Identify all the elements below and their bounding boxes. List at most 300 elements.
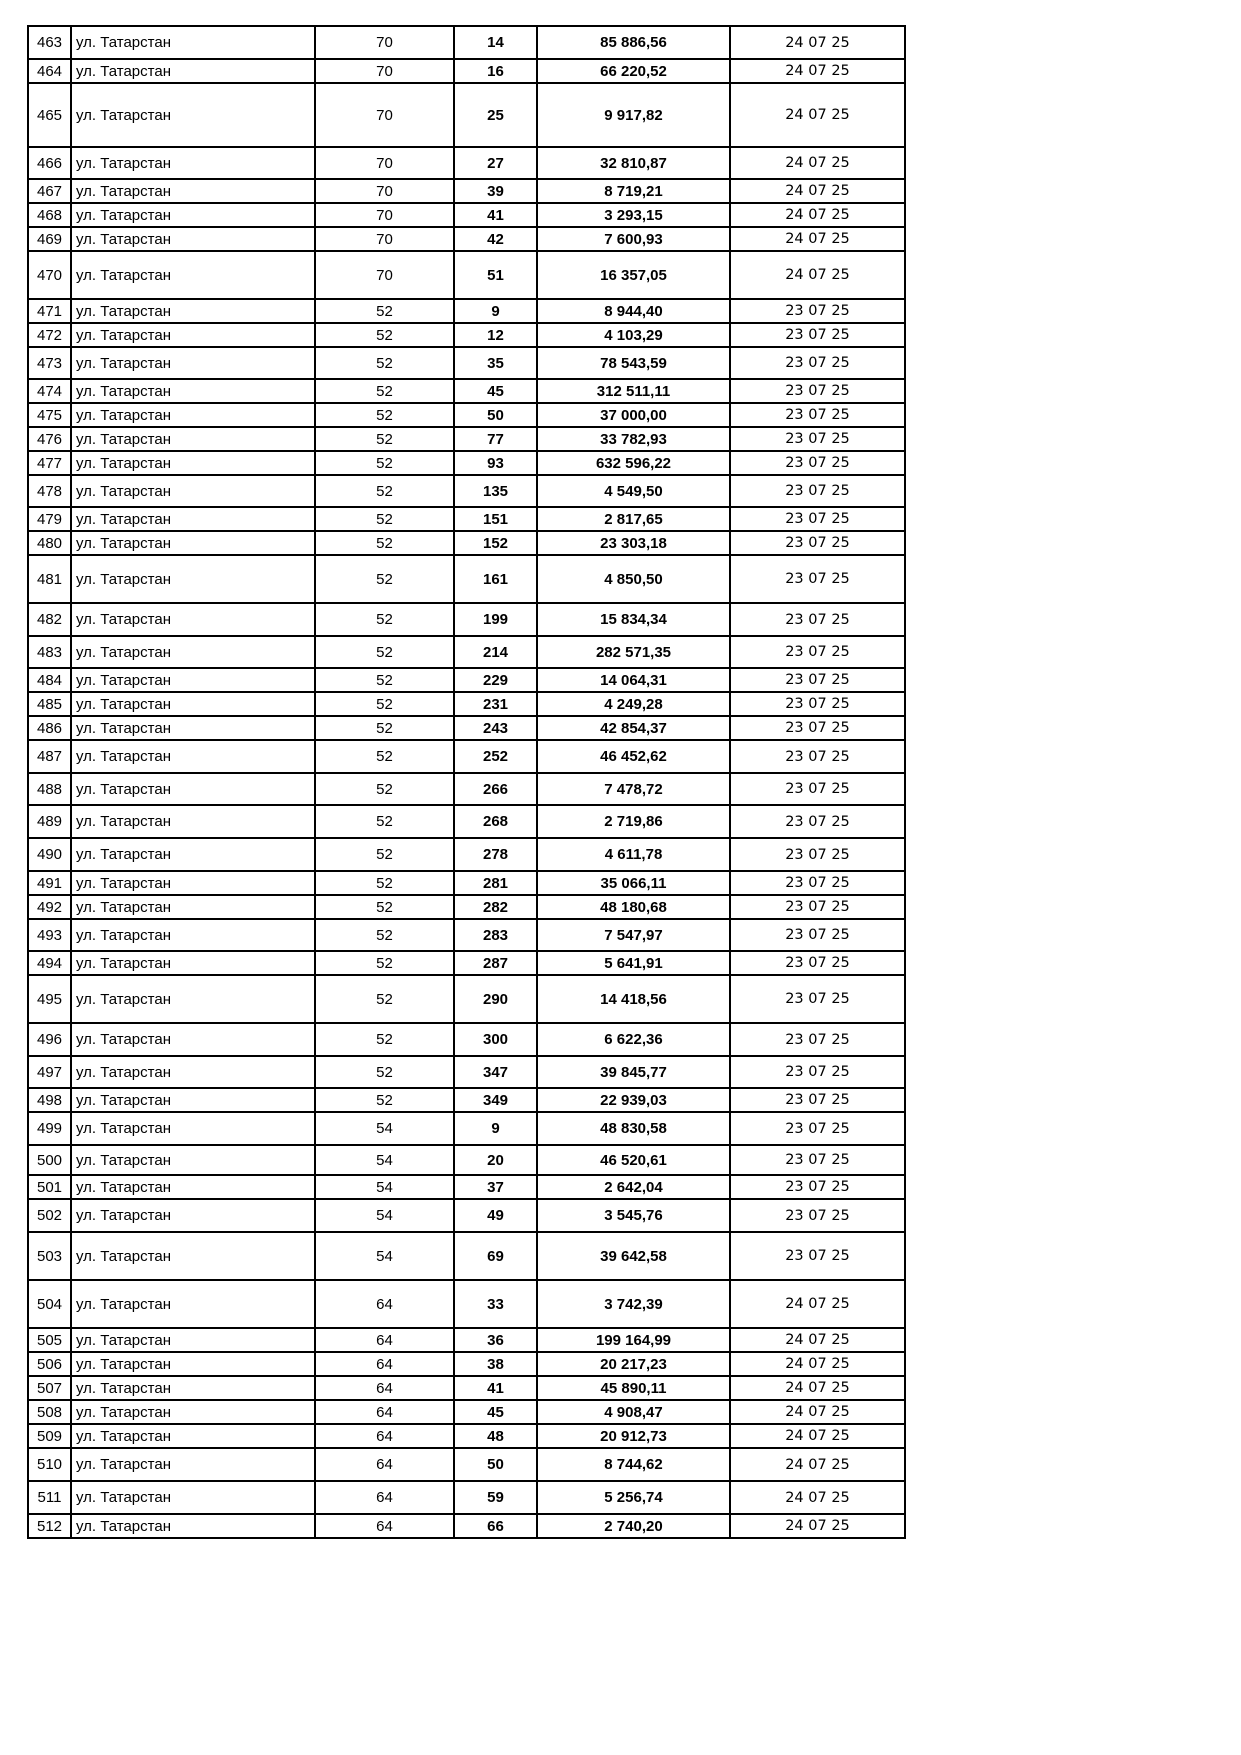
apartment-number-cell: 283 <box>454 919 537 951</box>
row-number: 500 <box>28 1145 71 1175</box>
street-cell: ул. Татарстан <box>71 1328 315 1352</box>
date-cell: 24 07 25 <box>730 1328 905 1352</box>
apartment-number-cell: 45 <box>454 379 537 403</box>
row-number: 488 <box>28 773 71 805</box>
table-row <box>28 179 905 203</box>
date-cell: 24 07 25 <box>730 1352 905 1376</box>
debt-amount-cell: 2 740,20 <box>537 1514 730 1538</box>
house-number-cell: 52 <box>315 475 454 507</box>
row-number: 474 <box>28 379 71 403</box>
table-row <box>28 1175 905 1199</box>
apartment-number-cell: 37 <box>454 1175 537 1199</box>
row-number: 484 <box>28 668 71 692</box>
date-cell: 24 07 25 <box>730 251 905 299</box>
table-row <box>28 692 905 716</box>
apartment-number-cell: 20 <box>454 1145 537 1175</box>
apartment-number-cell: 45 <box>454 1400 537 1424</box>
street-cell: ул. Татарстан <box>71 1175 315 1199</box>
table-row <box>28 403 905 427</box>
debt-amount-cell: 16 357,05 <box>537 251 730 299</box>
debt-amount-cell: 23 303,18 <box>537 531 730 555</box>
row-number: 496 <box>28 1023 71 1056</box>
debt-amount-cell: 199 164,99 <box>537 1328 730 1352</box>
table-row <box>28 83 905 147</box>
apartment-number-cell: 77 <box>454 427 537 451</box>
debt-amount-cell: 4 549,50 <box>537 475 730 507</box>
house-number-cell: 52 <box>315 347 454 379</box>
table-row <box>28 919 905 951</box>
apartment-number-cell: 268 <box>454 805 537 838</box>
debt-amount-cell: 85 886,56 <box>537 26 730 59</box>
table-row <box>28 871 905 895</box>
date-cell: 23 07 25 <box>730 740 905 773</box>
date-cell: 23 07 25 <box>730 1112 905 1145</box>
debt-amount-cell: 4 611,78 <box>537 838 730 871</box>
street-cell: ул. Татарстан <box>71 1023 315 1056</box>
table-row <box>28 838 905 871</box>
apartment-number-cell: 300 <box>454 1023 537 1056</box>
table-row <box>28 1199 905 1232</box>
apartment-number-cell: 287 <box>454 951 537 975</box>
street-cell: ул. Татарстан <box>71 1280 315 1328</box>
house-number-cell: 70 <box>315 179 454 203</box>
apartment-number-cell: 282 <box>454 895 537 919</box>
row-number: 499 <box>28 1112 71 1145</box>
apartment-number-cell: 16 <box>454 59 537 83</box>
debt-amount-cell: 7 478,72 <box>537 773 730 805</box>
row-number: 509 <box>28 1424 71 1448</box>
table-row <box>28 147 905 179</box>
table-row <box>28 716 905 740</box>
table-row <box>28 1145 905 1175</box>
street-cell: ул. Татарстан <box>71 1352 315 1376</box>
row-number: 507 <box>28 1376 71 1400</box>
house-number-cell: 54 <box>315 1112 454 1145</box>
house-number-cell: 64 <box>315 1376 454 1400</box>
debt-amount-cell: 78 543,59 <box>537 347 730 379</box>
date-cell: 24 07 25 <box>730 26 905 59</box>
street-cell: ул. Татарстан <box>71 805 315 838</box>
apartment-number-cell: 347 <box>454 1056 537 1088</box>
street-cell: ул. Татарстан <box>71 1424 315 1448</box>
row-number: 497 <box>28 1056 71 1088</box>
street-cell: ул. Татарстан <box>71 507 315 531</box>
row-number: 510 <box>28 1448 71 1481</box>
debt-amount-cell: 14 418,56 <box>537 975 730 1023</box>
debt-amount-cell: 46 452,62 <box>537 740 730 773</box>
row-number: 498 <box>28 1088 71 1112</box>
row-number: 464 <box>28 59 71 83</box>
row-number: 493 <box>28 919 71 951</box>
street-cell: ул. Татарстан <box>71 299 315 323</box>
house-number-cell: 64 <box>315 1448 454 1481</box>
apartment-number-cell: 49 <box>454 1199 537 1232</box>
table-row <box>28 251 905 299</box>
apartment-number-cell: 152 <box>454 531 537 555</box>
house-number-cell: 70 <box>315 26 454 59</box>
street-cell: ул. Татарстан <box>71 59 315 83</box>
date-cell: 23 07 25 <box>730 507 905 531</box>
apartment-number-cell: 25 <box>454 83 537 147</box>
table-row <box>28 1023 905 1056</box>
house-number-cell: 52 <box>315 805 454 838</box>
street-cell: ул. Татарстан <box>71 403 315 427</box>
table-row <box>28 1232 905 1280</box>
apartment-number-cell: 35 <box>454 347 537 379</box>
row-number: 470 <box>28 251 71 299</box>
house-number-cell: 52 <box>315 1088 454 1112</box>
apartment-number-cell: 48 <box>454 1424 537 1448</box>
row-number: 489 <box>28 805 71 838</box>
date-cell: 24 07 25 <box>730 59 905 83</box>
date-cell: 24 07 25 <box>730 1424 905 1448</box>
table-row <box>28 603 905 636</box>
street-cell: ул. Татарстан <box>71 838 315 871</box>
house-number-cell: 64 <box>315 1424 454 1448</box>
row-number: 482 <box>28 603 71 636</box>
debt-amount-cell: 14 064,31 <box>537 668 730 692</box>
debt-amount-cell: 632 596,22 <box>537 451 730 475</box>
date-cell: 23 07 25 <box>730 1232 905 1280</box>
date-cell: 23 07 25 <box>730 299 905 323</box>
debt-amount-cell: 48 180,68 <box>537 895 730 919</box>
debt-amount-cell: 4 103,29 <box>537 323 730 347</box>
apartment-number-cell: 33 <box>454 1280 537 1328</box>
debt-amount-cell: 8 944,40 <box>537 299 730 323</box>
house-number-cell: 64 <box>315 1481 454 1514</box>
date-cell: 23 07 25 <box>730 555 905 603</box>
street-cell: ул. Татарстан <box>71 227 315 251</box>
debt-amount-cell: 4 850,50 <box>537 555 730 603</box>
row-number: 501 <box>28 1175 71 1199</box>
street-cell: ул. Татарстан <box>71 871 315 895</box>
debt-amount-cell: 20 217,23 <box>537 1352 730 1376</box>
table-row <box>28 1112 905 1145</box>
row-number: 473 <box>28 347 71 379</box>
house-number-cell: 52 <box>315 451 454 475</box>
house-number-cell: 52 <box>315 427 454 451</box>
debt-amount-cell: 37 000,00 <box>537 403 730 427</box>
debt-amount-cell: 39 845,77 <box>537 1056 730 1088</box>
debt-amount-cell: 42 854,37 <box>537 716 730 740</box>
table-row <box>28 427 905 451</box>
apartment-number-cell: 14 <box>454 26 537 59</box>
house-number-cell: 64 <box>315 1328 454 1352</box>
house-number-cell: 52 <box>315 323 454 347</box>
street-cell: ул. Татарстан <box>71 1145 315 1175</box>
street-cell: ул. Татарстан <box>71 1448 315 1481</box>
house-number-cell: 52 <box>315 636 454 668</box>
row-number: 479 <box>28 507 71 531</box>
apartment-number-cell: 38 <box>454 1352 537 1376</box>
debt-amount-cell: 8 744,62 <box>537 1448 730 1481</box>
debt-amount-cell: 20 912,73 <box>537 1424 730 1448</box>
apartment-number-cell: 69 <box>454 1232 537 1280</box>
table-row <box>28 475 905 507</box>
row-number: 504 <box>28 1280 71 1328</box>
date-cell: 23 07 25 <box>730 919 905 951</box>
street-cell: ул. Татарстан <box>71 203 315 227</box>
street-cell: ул. Татарстан <box>71 692 315 716</box>
debt-amount-cell: 45 890,11 <box>537 1376 730 1400</box>
street-cell: ул. Татарстан <box>71 147 315 179</box>
table-row <box>28 773 905 805</box>
street-cell: ул. Татарстан <box>71 1376 315 1400</box>
debt-amount-cell: 282 571,35 <box>537 636 730 668</box>
table-row <box>28 1280 905 1328</box>
apartment-number-cell: 161 <box>454 555 537 603</box>
table-row <box>28 26 905 59</box>
date-cell: 23 07 25 <box>730 347 905 379</box>
apartment-number-cell: 66 <box>454 1514 537 1538</box>
debt-amount-cell: 5 256,74 <box>537 1481 730 1514</box>
row-number: 477 <box>28 451 71 475</box>
street-cell: ул. Татарстан <box>71 427 315 451</box>
date-cell: 24 07 25 <box>730 227 905 251</box>
apartment-number-cell: 12 <box>454 323 537 347</box>
date-cell: 23 07 25 <box>730 895 905 919</box>
street-cell: ул. Татарстан <box>71 1400 315 1424</box>
date-cell: 23 07 25 <box>730 975 905 1023</box>
table-row <box>28 1481 905 1514</box>
date-cell: 23 07 25 <box>730 692 905 716</box>
house-number-cell: 70 <box>315 203 454 227</box>
apartment-number-cell: 231 <box>454 692 537 716</box>
date-cell: 23 07 25 <box>730 531 905 555</box>
table-row <box>28 668 905 692</box>
house-number-cell: 64 <box>315 1400 454 1424</box>
street-cell: ул. Татарстан <box>71 379 315 403</box>
house-number-cell: 52 <box>315 555 454 603</box>
table-row <box>28 1400 905 1424</box>
house-number-cell: 52 <box>315 403 454 427</box>
street-cell: ул. Татарстан <box>71 636 315 668</box>
house-number-cell: 54 <box>315 1232 454 1280</box>
house-number-cell: 52 <box>315 838 454 871</box>
row-number: 475 <box>28 403 71 427</box>
date-cell: 24 07 25 <box>730 203 905 227</box>
debt-amount-cell: 48 830,58 <box>537 1112 730 1145</box>
apartment-number-cell: 27 <box>454 147 537 179</box>
house-number-cell: 52 <box>315 531 454 555</box>
house-number-cell: 52 <box>315 740 454 773</box>
house-number-cell: 70 <box>315 59 454 83</box>
table-row <box>28 59 905 83</box>
house-number-cell: 54 <box>315 1145 454 1175</box>
row-number: 494 <box>28 951 71 975</box>
apartment-number-cell: 50 <box>454 1448 537 1481</box>
date-cell: 24 07 25 <box>730 1280 905 1328</box>
table-row <box>28 740 905 773</box>
row-number: 478 <box>28 475 71 507</box>
date-cell: 24 07 25 <box>730 147 905 179</box>
house-number-cell: 70 <box>315 147 454 179</box>
debt-amount-cell: 39 642,58 <box>537 1232 730 1280</box>
table-row <box>28 1376 905 1400</box>
debt-amount-cell: 46 520,61 <box>537 1145 730 1175</box>
house-number-cell: 64 <box>315 1352 454 1376</box>
row-number: 502 <box>28 1199 71 1232</box>
debt-amount-cell: 5 641,91 <box>537 951 730 975</box>
row-number: 471 <box>28 299 71 323</box>
debt-amount-cell: 2 642,04 <box>537 1175 730 1199</box>
apartment-number-cell: 135 <box>454 475 537 507</box>
row-number: 492 <box>28 895 71 919</box>
table-row <box>28 636 905 668</box>
debt-amount-cell: 3 545,76 <box>537 1199 730 1232</box>
house-number-cell: 64 <box>315 1514 454 1538</box>
apartment-number-cell: 278 <box>454 838 537 871</box>
row-number: 508 <box>28 1400 71 1424</box>
debt-amount-cell: 32 810,87 <box>537 147 730 179</box>
row-number: 476 <box>28 427 71 451</box>
table-row <box>28 805 905 838</box>
row-number: 485 <box>28 692 71 716</box>
street-cell: ул. Татарстан <box>71 251 315 299</box>
date-cell: 23 07 25 <box>730 668 905 692</box>
apartment-number-cell: 36 <box>454 1328 537 1352</box>
apartment-number-cell: 266 <box>454 773 537 805</box>
date-cell: 23 07 25 <box>730 475 905 507</box>
row-number: 480 <box>28 531 71 555</box>
table-row <box>28 1424 905 1448</box>
house-number-cell: 52 <box>315 895 454 919</box>
date-cell: 23 07 25 <box>730 1175 905 1199</box>
date-cell: 24 07 25 <box>730 83 905 147</box>
apartment-number-cell: 41 <box>454 203 537 227</box>
table-row <box>28 1328 905 1352</box>
apartment-number-cell: 349 <box>454 1088 537 1112</box>
apartment-number-cell: 243 <box>454 716 537 740</box>
apartment-number-cell: 229 <box>454 668 537 692</box>
house-number-cell: 52 <box>315 919 454 951</box>
apartment-number-cell: 199 <box>454 603 537 636</box>
row-number: 491 <box>28 871 71 895</box>
street-cell: ул. Татарстан <box>71 1232 315 1280</box>
debt-amount-cell: 7 600,93 <box>537 227 730 251</box>
street-cell: ул. Татарстан <box>71 1056 315 1088</box>
row-number: 483 <box>28 636 71 668</box>
debt-amount-cell: 35 066,11 <box>537 871 730 895</box>
street-cell: ул. Татарстан <box>71 1481 315 1514</box>
street-cell: ул. Татарстан <box>71 531 315 555</box>
house-number-cell: 52 <box>315 603 454 636</box>
table-row <box>28 531 905 555</box>
apartment-number-cell: 252 <box>454 740 537 773</box>
row-number: 463 <box>28 26 71 59</box>
street-cell: ул. Татарстан <box>71 1112 315 1145</box>
debt-amount-cell: 2 817,65 <box>537 507 730 531</box>
table-row <box>28 1514 905 1538</box>
debt-amount-cell: 9 917,82 <box>537 83 730 147</box>
apartment-number-cell: 41 <box>454 1376 537 1400</box>
row-number: 466 <box>28 147 71 179</box>
debt-amount-cell: 312 511,11 <box>537 379 730 403</box>
row-number: 469 <box>28 227 71 251</box>
date-cell: 23 07 25 <box>730 838 905 871</box>
apartment-number-cell: 151 <box>454 507 537 531</box>
debts-table <box>27 25 906 1539</box>
date-cell: 23 07 25 <box>730 403 905 427</box>
house-number-cell: 52 <box>315 1056 454 1088</box>
date-cell: 23 07 25 <box>730 716 905 740</box>
table-row <box>28 451 905 475</box>
date-cell: 23 07 25 <box>730 951 905 975</box>
street-cell: ул. Татарстан <box>71 951 315 975</box>
street-cell: ул. Татарстан <box>71 323 315 347</box>
row-number: 472 <box>28 323 71 347</box>
house-number-cell: 70 <box>315 227 454 251</box>
row-number: 495 <box>28 975 71 1023</box>
apartment-number-cell: 9 <box>454 1112 537 1145</box>
street-cell: ул. Татарстан <box>71 555 315 603</box>
date-cell: 24 07 25 <box>730 1400 905 1424</box>
street-cell: ул. Татарстан <box>71 1514 315 1538</box>
table-row <box>28 1056 905 1088</box>
date-cell: 23 07 25 <box>730 1088 905 1112</box>
row-number: 503 <box>28 1232 71 1280</box>
apartment-number-cell: 50 <box>454 403 537 427</box>
date-cell: 23 07 25 <box>730 323 905 347</box>
date-cell: 23 07 25 <box>730 1199 905 1232</box>
date-cell: 24 07 25 <box>730 1514 905 1538</box>
house-number-cell: 52 <box>315 951 454 975</box>
date-cell: 23 07 25 <box>730 805 905 838</box>
house-number-cell: 52 <box>315 692 454 716</box>
house-number-cell: 52 <box>315 871 454 895</box>
table-row <box>28 895 905 919</box>
debt-amount-cell: 6 622,36 <box>537 1023 730 1056</box>
house-number-cell: 52 <box>315 507 454 531</box>
apartment-number-cell: 51 <box>454 251 537 299</box>
house-number-cell: 54 <box>315 1175 454 1199</box>
house-number-cell: 54 <box>315 1199 454 1232</box>
apartment-number-cell: 281 <box>454 871 537 895</box>
row-number: 481 <box>28 555 71 603</box>
street-cell: ул. Татарстан <box>71 83 315 147</box>
street-cell: ул. Татарстан <box>71 1199 315 1232</box>
table-row <box>28 507 905 531</box>
table-row <box>28 1088 905 1112</box>
table-row <box>28 203 905 227</box>
debt-amount-cell: 33 782,93 <box>537 427 730 451</box>
row-number: 505 <box>28 1328 71 1352</box>
street-cell: ул. Татарстан <box>71 451 315 475</box>
house-number-cell: 64 <box>315 1280 454 1328</box>
table-row <box>28 555 905 603</box>
table-row <box>28 951 905 975</box>
table-body <box>28 26 905 1538</box>
row-number: 468 <box>28 203 71 227</box>
street-cell: ул. Татарстан <box>71 179 315 203</box>
date-cell: 24 07 25 <box>730 1376 905 1400</box>
apartment-number-cell: 59 <box>454 1481 537 1514</box>
date-cell: 23 07 25 <box>730 773 905 805</box>
table-row <box>28 1448 905 1481</box>
date-cell: 23 07 25 <box>730 427 905 451</box>
street-cell: ул. Татарстан <box>71 475 315 507</box>
house-number-cell: 52 <box>315 716 454 740</box>
street-cell: ул. Татарстан <box>71 668 315 692</box>
row-number: 506 <box>28 1352 71 1376</box>
date-cell: 23 07 25 <box>730 1023 905 1056</box>
street-cell: ул. Татарстан <box>71 1088 315 1112</box>
table-row <box>28 379 905 403</box>
debt-amount-cell: 66 220,52 <box>537 59 730 83</box>
table-row <box>28 975 905 1023</box>
debt-amount-cell: 4 908,47 <box>537 1400 730 1424</box>
debt-amount-cell: 15 834,34 <box>537 603 730 636</box>
